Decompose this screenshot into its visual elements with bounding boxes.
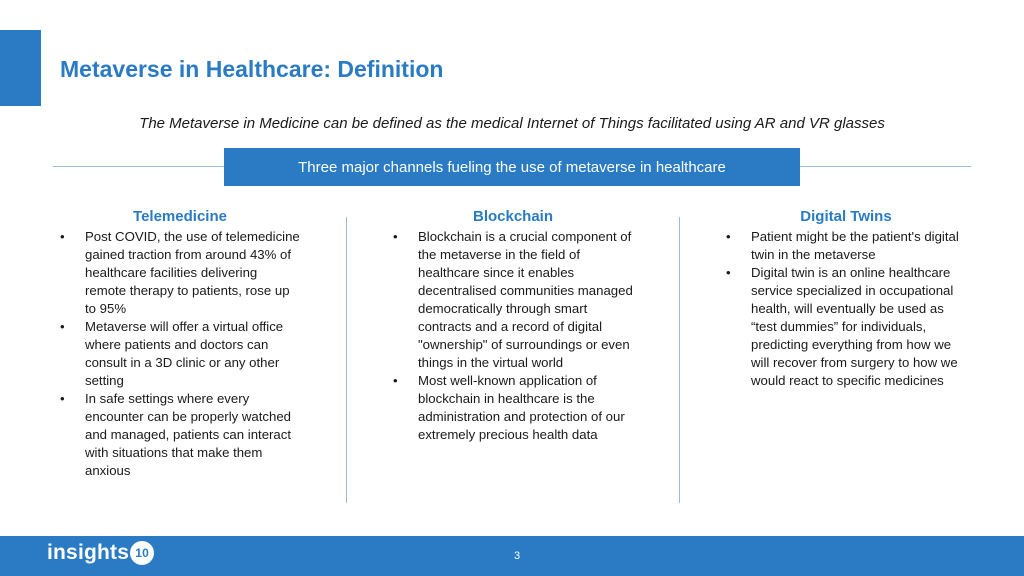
title-accent-bar — [0, 30, 41, 106]
column-heading: Telemedicine — [133, 208, 227, 225]
definition-statement: The Metaverse in Medicine can be defined as the medical Internet of Things facilitated using AR and VR glasses — [139, 115, 885, 132]
logo-badge: 10 — [130, 541, 154, 565]
bullet-item: • Metaverse will offer a virtual office where patients and doctors can consult in a 3D clinic or any other setting — [60, 318, 300, 390]
column-blockchain — [393, 207, 633, 444]
bullet-item: • In safe settings where every encounter can be properly watched and managed, patients can interact with situations that make them anxious — [60, 390, 300, 480]
bullet-list — [393, 228, 633, 444]
logo-text: insights — [47, 541, 130, 564]
channels-banner: Three major channels fueling the use of metaverse in healthcare — [224, 148, 800, 186]
column-separator — [679, 217, 680, 503]
column-heading: Digital Twins — [800, 208, 892, 225]
column-separator — [346, 217, 347, 503]
bullet-item: • Post COVID, the use of telemedicine gained traction from around 43% of healthcare facilities delivering remote therapy to patients, rose up to 95% — [60, 228, 300, 318]
bullet-item: • Digital twin is an online healthcare service specialized in occupational health, will eventually be used as “test dummies” for individuals, predicting everything from how we will recover from surgery to how we would react to specific medicines — [726, 264, 966, 390]
bullet-item: • Patient might be the patient's digital twin in the metaverse — [726, 228, 966, 264]
column-digital-twins — [726, 207, 966, 390]
bullet-list — [60, 228, 300, 480]
column-heading: Blockchain — [472, 208, 554, 225]
bullet-item: • Most well-known application of blockchain in healthcare is the administration and protection of our extremely precious health data — [393, 372, 633, 444]
column-telemedicine — [60, 207, 300, 480]
footer-bar — [0, 536, 1024, 576]
page-number: 3 — [513, 550, 521, 562]
slide-title: Metaverse in Healthcare: Definition — [60, 56, 444, 82]
bullet-list — [726, 228, 966, 390]
bullet-item: • Blockchain is a crucial component of the metaverse in the field of healthcare since it enables decentralised communities managed democratically through smart contracts and a record of digital "ownership" of surroundings or even things in the virtual world — [393, 228, 633, 372]
